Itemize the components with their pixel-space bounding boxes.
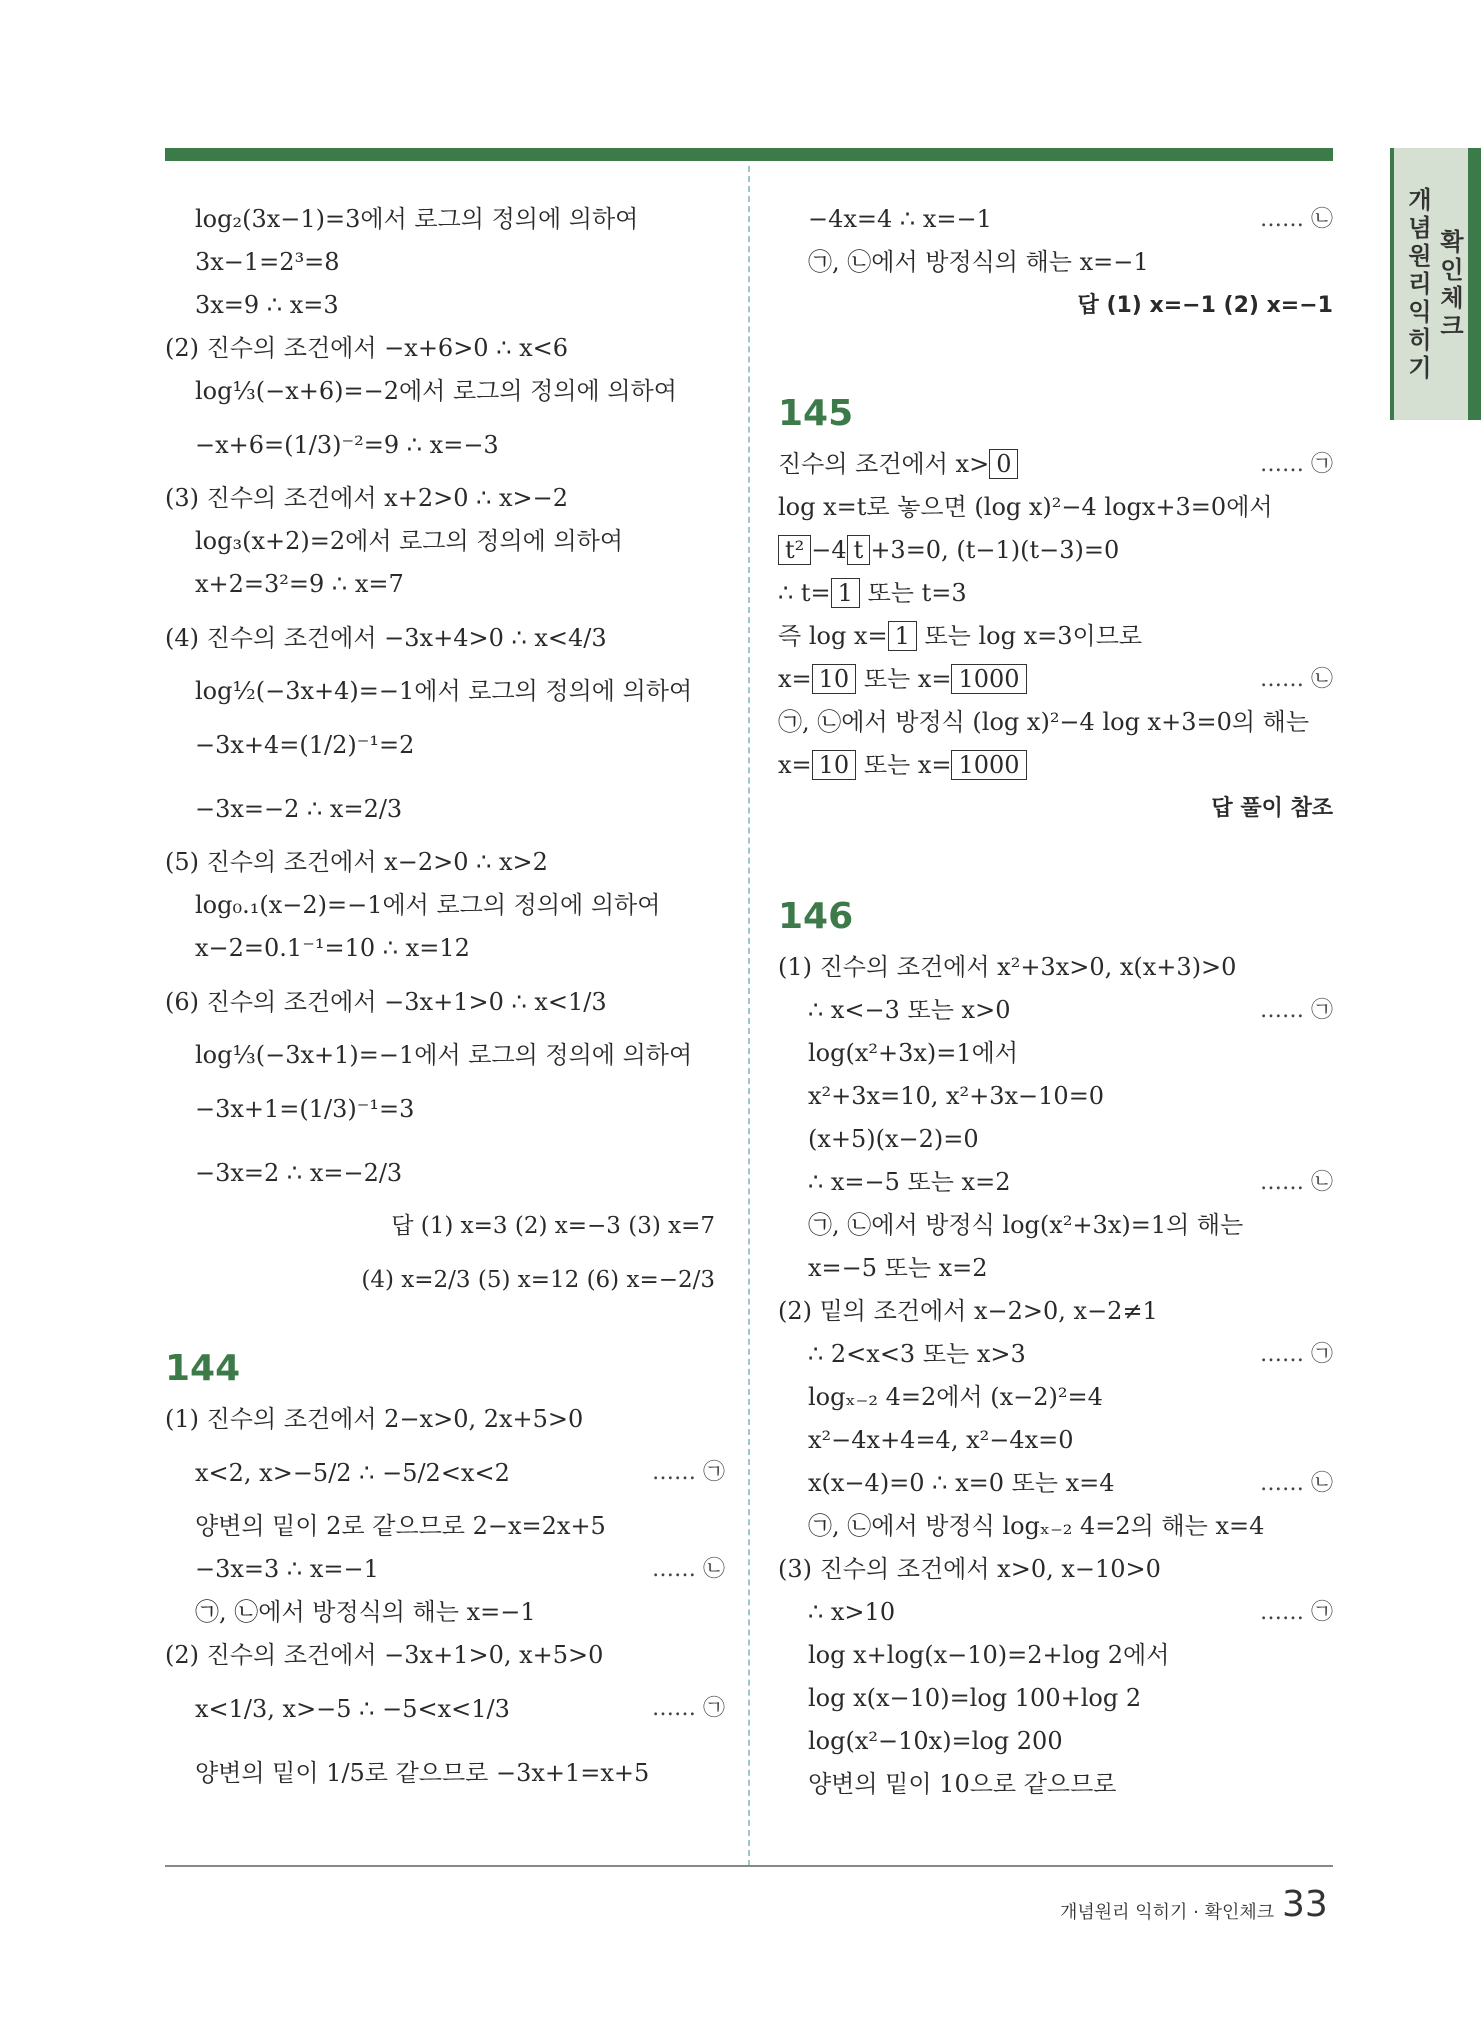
line-text: 양변의 밑이 2로 같으므로 2−x=2x+5	[195, 1512, 606, 1540]
line-text: ∴ x>10	[808, 1598, 896, 1626]
line-text: log(x²−10x)=log 200	[808, 1727, 1063, 1755]
solution-line	[778, 1591, 1333, 1634]
top-rule	[165, 148, 1333, 161]
tab-letter: 익	[1408, 298, 1432, 326]
line-text: (1) 진수의 조건에서 2−x>0, 2x+5>0	[165, 1405, 584, 1433]
line-text: ∴ 2<x<3 또는 x>3	[808, 1340, 1026, 1368]
solution-145	[778, 443, 1333, 787]
line-text: x=−5 또는 x=2	[808, 1254, 988, 1282]
solution-line: (3) 진수의 조건에서 x+2>0 ∴ x>−2	[165, 484, 569, 512]
line-text: x(x−4)=0 ∴ x=0 또는 x=4	[808, 1469, 1115, 1497]
solution-line: log₃(x+2)=2에서 로그의 정의에 의하여	[195, 527, 624, 555]
tab-letter: 인	[1440, 256, 1464, 284]
solution-line	[778, 1634, 1333, 1677]
line-text: (3) 진수의 조건에서 x>0, x−10>0	[778, 1555, 1161, 1583]
solution-line: 3x=9 ∴ x=3	[195, 291, 339, 319]
marker: …… ㉠	[1260, 1600, 1333, 1625]
solution-line	[165, 1591, 725, 1634]
blank-box: 1	[888, 621, 917, 651]
right-column	[778, 198, 1333, 1806]
problem-heading-146: 146	[778, 896, 854, 937]
tab-letter: 개	[1408, 186, 1432, 214]
line-text: (2) 진수의 조건에서 −3x+1>0, x+5>0	[165, 1641, 604, 1669]
answer-143b: (4) x=2/3 (5) x=12 (6) x=−2/3	[361, 1267, 715, 1293]
marker: …… ㉠	[1260, 1342, 1333, 1367]
solution-line	[778, 989, 1333, 1032]
problem-heading-145: 145	[778, 393, 854, 434]
line-text: 양변의 밑이 1/5로 같으므로 −3x+1=x+5	[195, 1759, 650, 1787]
line-text: ∴ x=−5 또는 x=2	[808, 1168, 1011, 1196]
solution-line: x+2=3²=9 ∴ x=7	[195, 570, 404, 598]
blank-box: 0	[989, 449, 1018, 479]
solution-line	[778, 1118, 1333, 1161]
solution-line: (4) 진수의 조건에서 −3x+4>0 ∴ x<4/3	[165, 624, 607, 652]
solution-146	[778, 946, 1333, 1806]
bottom-rule	[165, 1865, 1333, 1867]
tab-letter: 히	[1408, 326, 1432, 354]
line: log x=t로 놓으면 (log x)²−4 logx+3=0에서	[778, 493, 1273, 521]
left-column	[165, 198, 725, 1805]
solution-line	[778, 1161, 1333, 1204]
blank-box: 10	[812, 750, 857, 780]
marker: …… ㉠	[1260, 998, 1333, 1023]
solution-line	[778, 1419, 1333, 1462]
line: t² −4 t +3=0, (t−1)(t−3)=0	[778, 529, 1333, 572]
line-text: 양변의 밑이 10으로 같으므로	[808, 1770, 1117, 1798]
line-text: x²+3x=10, x²+3x−10=0	[808, 1082, 1105, 1110]
blank-box: t²	[778, 535, 811, 565]
solution-line: −3x+4=(1/2)⁻¹=2	[195, 731, 415, 759]
line-text: (x+5)(x−2)=0	[808, 1125, 979, 1153]
line: x= 10 또는 x= 1000	[778, 744, 1333, 787]
line: ∴ t= 1 또는 t=3	[778, 579, 967, 607]
solution-line: 3x−1=2³=8	[195, 248, 340, 276]
solution-line: (5) 진수의 조건에서 x−2>0 ∴ x>2	[165, 848, 548, 876]
line: ㉠, ㉡에서 방정식 (log x)²−4 log x+3=0의 해는	[778, 708, 1310, 736]
side-tab-strip	[1468, 148, 1481, 420]
solution-line	[778, 946, 1333, 989]
marker: …… ㉠	[652, 1696, 725, 1721]
line-text: logₓ₋₂ 4=2에서 (x−2)²=4	[808, 1383, 1103, 1411]
solution-line	[778, 1763, 1333, 1806]
solution-line	[778, 1204, 1333, 1247]
solution-line	[778, 1333, 1333, 1376]
blank-box: 1000	[951, 664, 1026, 694]
solution-line	[778, 1505, 1333, 1548]
line-text: log x+log(x−10)=2+log 2에서	[808, 1641, 1170, 1669]
line-text: log(x²+3x)=1에서	[808, 1039, 1019, 1067]
solution-line	[165, 1677, 725, 1741]
marker: …… ㉡	[1260, 1471, 1333, 1496]
tab-letter: 원	[1408, 242, 1432, 270]
line-text: (2) 밑의 조건에서 x−2>0, x−2≠1	[778, 1297, 1158, 1325]
tab-letter: 념	[1408, 214, 1432, 242]
tab-letter: 체	[1440, 284, 1464, 312]
line: x= 10 또는 x= 1000 …… ㉡	[778, 658, 1333, 701]
blank-box: 1	[831, 578, 860, 608]
solution-line	[165, 1398, 725, 1441]
solution-line	[778, 1290, 1333, 1333]
line-text: (1) 진수의 조건에서 x²+3x>0, x(x+3)>0	[778, 953, 1237, 981]
line-text: ㉠, ㉡에서 방정식 log(x²+3x)=1의 해는	[808, 1211, 1244, 1239]
tab-letter: 기	[1408, 354, 1432, 382]
solution-line: log₀.₁(x−2)=−1에서 로그의 정의에 의하여	[195, 891, 661, 919]
marker: …… ㉡	[1260, 667, 1333, 692]
solution-line: (6) 진수의 조건에서 −3x+1>0 ∴ x<1/3	[165, 988, 607, 1016]
solution-line: −3x+1=(1/3)⁻¹=3	[195, 1095, 415, 1123]
line-text: log x(x−10)=log 100+log 2	[808, 1684, 1142, 1712]
marker: …… ㉠	[1260, 452, 1333, 477]
line-text: x<2, x>−5/2 ∴ −5/2<x<2	[195, 1459, 510, 1487]
line: 진수의 조건에서 x> 0 …… ㉠	[778, 443, 1333, 486]
line-text: x²−4x+4=4, x²−4x=0	[808, 1426, 1074, 1454]
solution-line: −x+6=(1/3)⁻²=9 ∴ x=−3	[195, 431, 499, 459]
page-number: 33	[1282, 1884, 1328, 1925]
answer-144: 답 (1) x=−1 (2) x=−1	[1077, 293, 1333, 318]
solution-line: log½(−3x+4)=−1에서 로그의 정의에 의하여	[195, 677, 693, 705]
solution-line: −3x=−2 ∴ x=2/3	[195, 795, 403, 823]
answer-143a: 답 (1) x=3 (2) x=−3 (3) x=7	[391, 1213, 715, 1239]
line-text: ∴ x<−3 또는 x>0	[808, 996, 1011, 1024]
solution-line	[778, 198, 1333, 241]
tab-label-check	[1438, 228, 1466, 340]
line-text: −3x=3 ∴ x=−1	[195, 1555, 379, 1583]
solution-144-cont	[778, 198, 1333, 284]
answer-145: 답 풀이 참조	[1211, 796, 1333, 821]
solution-line	[165, 1741, 725, 1805]
tab-letter: 확	[1440, 228, 1464, 256]
marker: …… ㉠	[652, 1460, 725, 1485]
solution-line	[165, 1441, 725, 1505]
marker: …… ㉡	[1260, 1170, 1333, 1195]
solution-line: −3x=2 ∴ x=−2/3	[195, 1159, 403, 1187]
solution-144	[165, 1398, 725, 1805]
solution-line	[778, 241, 1333, 284]
solution-line	[165, 1634, 725, 1677]
solution-line	[778, 1376, 1333, 1419]
marker: …… ㉡	[1260, 207, 1333, 232]
solution-line: log⅓(−3x+1)=−1에서 로그의 정의에 의하여	[195, 1041, 693, 1069]
solution-line	[165, 1505, 725, 1548]
blank-box: t	[847, 535, 871, 565]
solution-line	[778, 1677, 1333, 1720]
problem-heading-144: 144	[165, 1348, 241, 1389]
blank-box: 10	[812, 664, 857, 694]
solution-line: log⅓(−x+6)=−2에서 로그의 정의에 의하여	[195, 377, 677, 405]
solution-line: log₂(3x−1)=3에서 로그의 정의에 의하여	[195, 205, 639, 233]
line-text: x<1/3, x>−5 ∴ −5<x<1/3	[195, 1695, 510, 1723]
solution-line	[778, 1548, 1333, 1591]
solution-line: (2) 진수의 조건에서 −x+6>0 ∴ x<6	[165, 334, 569, 362]
tab-label-concept	[1406, 186, 1434, 382]
tab-letter: 리	[1408, 270, 1432, 298]
line-text: −4x=4 ∴ x=−1	[808, 205, 992, 233]
solution-line	[778, 1032, 1333, 1075]
line-text: ㉠, ㉡에서 방정식의 해는 x=−1	[195, 1598, 536, 1626]
footer-title: 개념원리 익히기 · 확인체크	[1060, 1902, 1275, 1923]
blank-box: 1000	[951, 750, 1026, 780]
solution-line	[778, 1720, 1333, 1763]
marker: …… ㉡	[652, 1557, 725, 1582]
column-divider	[748, 166, 750, 1866]
tab-letter: 크	[1440, 312, 1464, 340]
solution-143-cont	[165, 198, 725, 1205]
line-text: ㉠, ㉡에서 방정식 logₓ₋₂ 4=2의 해는 x=4	[808, 1512, 1265, 1540]
line: 즉 log x= 1 또는 log x=3이므로	[778, 622, 1143, 650]
solution-line: x−2=0.1⁻¹=10 ∴ x=12	[195, 934, 470, 962]
solution-line	[778, 1462, 1333, 1505]
solution-line	[778, 1075, 1333, 1118]
solution-line	[165, 1548, 725, 1591]
line-text: ㉠, ㉡에서 방정식의 해는 x=−1	[808, 248, 1149, 276]
solution-line	[778, 1247, 1333, 1290]
